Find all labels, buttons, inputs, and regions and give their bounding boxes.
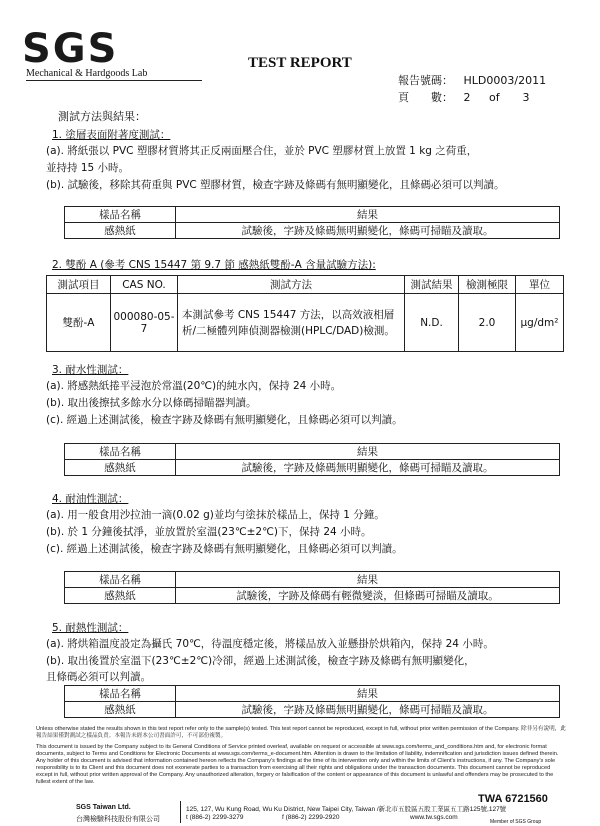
company-address: 125, 127, Wu Kung Road, Wu Ku District, New Taipei City, Taiwan /新北市五股區五股工業區五工路125號,127號 <box>186 806 507 813</box>
footer-disclaimer-1: Unless otherwise stated the results shown in this test report refer only to the sample(s) tested. This test report cannot be reproduced, except in full, without prior written permission of the Company. 除非另有說明，此報告結果僅對測試之樣品負責。本報告未經本公司書面許可，不可部份複製。 <box>36 726 566 739</box>
report-number <box>398 72 546 88</box>
table-cell-result: 試驗後，字跡及條碼無明顯變化，條碼可掃瞄及讀取。 <box>176 702 560 718</box>
section-1-line-b: (b). 試驗後，移除其荷重與 PVC 塑膠材質，檢查字跡及條碼有無明顯變化，且條碼必須可以判讀。 <box>46 179 505 191</box>
page-count <box>398 89 530 105</box>
table-header-sample: 樣品名稱 <box>65 444 176 460</box>
serial-number: TWA 6721560 <box>478 793 548 805</box>
bpa-header-method: 測試方法 <box>178 276 405 294</box>
lab-name: Mechanical & Hardgoods Lab <box>26 68 148 79</box>
section-3-title: 3. 耐水性測試： <box>52 364 129 376</box>
section-5-result-table <box>64 685 560 718</box>
report-title: TEST REPORT <box>248 55 352 71</box>
table-cell-sample: 感熱紙 <box>65 702 176 718</box>
section-4-title: 4. 耐油性測試： <box>52 493 129 505</box>
company-website: www.tw.sgs.com <box>410 814 458 821</box>
bpa-cell-unit: μg/dm² <box>516 294 564 352</box>
section-1-line-a2: 並持持 15 小時。 <box>46 162 130 174</box>
section-5-line-b2: 且條碼必須可以判讀。 <box>46 671 151 683</box>
table-cell-sample: 感熱紙 <box>65 460 176 476</box>
table-header-sample: 樣品名稱 <box>65 686 176 702</box>
bpa-cell-item: 雙酚-A <box>47 294 111 352</box>
section-4-line-b: (b). 於 1 分鐘後拭淨，並放置於室溫(23℃±2℃)下，保持 24 小時。 <box>46 526 372 538</box>
table-header-result: 結果 <box>176 207 560 223</box>
table-header-result: 結果 <box>176 572 560 588</box>
section-4-line-c: (c). 經過上述測試後，檢查字跡及條碼有無明顯變化，且條碼必須可以判讀。 <box>46 543 403 555</box>
report-no-label: 報告號碼： <box>398 74 453 87</box>
bpa-header-result: 測試結果 <box>405 276 459 294</box>
table-header-result: 結果 <box>176 444 560 460</box>
section-2-bpa-table <box>46 275 564 352</box>
section-3-line-a: (a). 將感熱紙捲平浸泡於常溫(20℃)的純水內，保持 24 小時。 <box>46 380 342 392</box>
bpa-header-cas: CAS NO. <box>111 276 178 294</box>
section-4-result-table <box>64 571 560 604</box>
bpa-header-limit: 檢測極限 <box>459 276 516 294</box>
bpa-header-item: 測試項目 <box>47 276 111 294</box>
table-header-sample: 樣品名稱 <box>65 207 176 223</box>
table-cell-sample: 感熱紙 <box>65 588 176 604</box>
bpa-cell-result: N.D. <box>405 294 459 352</box>
table-header-result: 結果 <box>176 686 560 702</box>
footer-divider <box>180 801 181 823</box>
section-4-line-a: (a). 用一般食用沙拉油一滴(0.02 g)並均勻塗抹於樣品上，保持 1 分鐘。 <box>46 509 385 521</box>
bpa-cell-method: 本測試參考 CNS 15447 方法，以高效液相層析/二極體列陣偵測器檢測(HPLC/DAD)檢測。 <box>178 294 405 352</box>
section-3-line-b: (b). 取出後擦拭多餘水分以條碼掃瞄器判讀。 <box>46 397 257 409</box>
page-current: 2 <box>463 91 471 104</box>
table-header-sample: 樣品名稱 <box>65 572 176 588</box>
report-no-value: HLD0003/2011 <box>463 74 547 87</box>
bpa-cell-cas: 000080-05-7 <box>111 294 178 352</box>
sgs-group-member: Member of SGS Group <box>490 819 542 825</box>
section-1-title: 1. 塗層表面附著度測試： <box>52 129 171 141</box>
page-label: 頁 數： <box>398 91 453 104</box>
methods-heading: 測試方法與結果： <box>58 110 146 123</box>
company-fax: f (886-2) 2299-2920 <box>282 814 340 821</box>
section-3-result-table <box>64 443 560 476</box>
company-name-zh: 台灣檢驗科技股份有限公司 <box>76 816 160 823</box>
section-3-line-c: (c). 經過上述測試後，檢查字跡及條碼有無明顯變化，且條碼必須可以判讀。 <box>46 414 403 426</box>
page-of: of <box>489 91 500 104</box>
section-5-line-b: (b). 取出後置於室溫下(23℃±2℃)冷卻，經過上述測試後，檢查字跡及條碼有無明顯變化， <box>46 655 475 667</box>
table-cell-result: 試驗後，字跡及條碼無明顯變化，條碼可掃瞄及讀取。 <box>176 460 560 476</box>
table-cell-result: 試驗後，字跡及條碼無明顯變化，條碼可掃瞄及讀取。 <box>176 223 560 239</box>
section-5-title: 5. 耐熱性測試： <box>52 622 129 634</box>
footer-disclaimer-2: This document is issued by the Company subject to its General Conditions of Service printed overleaf, available on request or accessible at www.sgs.com/terms_and_conditions.htm and, for electronic format documents, subject to Terms and Conditions for Electronic Documents at www.sgs.com/terms_e-document.htm. Attention is drawn to the limitation of liability, indemnification and jurisdiction issues defined therein. Any holder of this document is advised that information contained hereon reflects the Company's findings at the time of its intervention only and within the limits of Client's instructions, if any. The Company's sole responsibility is to its Client and this document does not exonerate parties to a transaction from exercising all their rights and obligations under the transaction documents. This document cannot be reproduced except in full, without prior written approval of the Company. Any unauthorized alteration, forgery or falsification of the content or appearance of this document is unlawful and offenders may be prosecuted to the fullest extent of the law. <box>36 744 559 785</box>
bpa-header-unit: 單位 <box>516 276 564 294</box>
company-phone: t (886-2) 2299-3279 <box>186 814 244 821</box>
page-total: 3 <box>522 91 530 104</box>
sgs-logo: SGS <box>22 26 119 72</box>
table-cell-sample: 感熱紙 <box>65 223 176 239</box>
section-1-line-a: (a). 將紙張以 PVC 塑膠材質將其正反兩面壓合住，並於 PVC 塑膠材質上放置 1 kg 之荷重， <box>46 145 478 157</box>
section-2-title: 2. 雙酚 A (參考 CNS 15447 第 9.7 節 感熱紙雙酚-A 含量試驗方法): <box>52 259 376 271</box>
bpa-cell-limit: 2.0 <box>459 294 516 352</box>
section-5-line-a: (a). 將烘箱溫度設定為攝氏 70℃，待溫度穩定後，將樣品放入並懸掛於烘箱內，保持 24 小時。 <box>46 638 494 650</box>
company-name-en: SGS Taiwan Ltd. <box>76 804 131 811</box>
logo-divider <box>26 80 202 81</box>
table-cell-result: 試驗後，字跡及條碼有輕微變淡，但條碼可掃瞄及讀取。 <box>176 588 560 604</box>
section-1-result-table <box>64 206 560 239</box>
